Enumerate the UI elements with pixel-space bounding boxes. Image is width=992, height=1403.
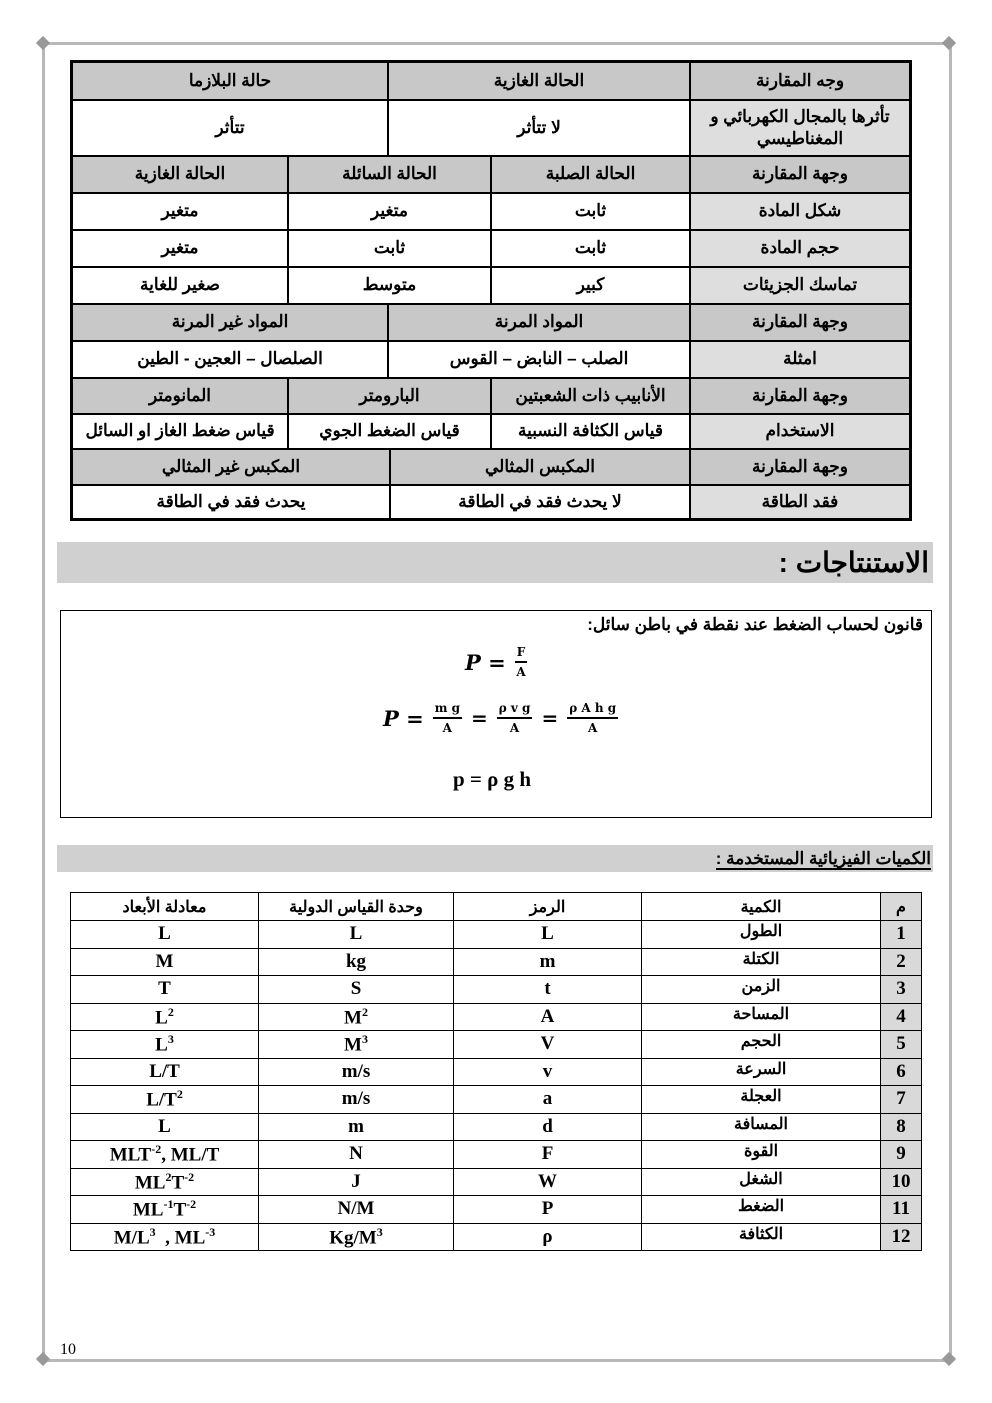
exponent: -2 (151, 1142, 162, 1157)
states-comparison-table (70, 60, 912, 521)
si-unit (259, 948, 454, 976)
si-unit (259, 1113, 454, 1141)
row-label: تماسك الجزيئات (689, 268, 909, 303)
row-label: حجم المادة (689, 231, 909, 266)
quantity-name: الكثافة (642, 1223, 881, 1251)
equation-pressure-expanded (383, 701, 621, 735)
si-unit (259, 1031, 454, 1059)
physical-quantities-table (70, 892, 922, 1251)
numerator: ρ v g (497, 701, 533, 719)
header-cell: حالة البلازما (188, 70, 272, 90)
row-number: 7 (881, 1086, 922, 1114)
table-row (71, 948, 922, 976)
unit-text: L/T (149, 1060, 180, 1082)
table-row (71, 1113, 922, 1141)
denominator: A (588, 721, 598, 735)
header-cell: المواد غير المرنة (171, 312, 289, 332)
row-number: 8 (881, 1113, 922, 1141)
numerator: F (515, 645, 528, 663)
unit-text: L (349, 923, 363, 945)
exponent: -2 (186, 1197, 197, 1212)
header-cell: وحدة القياس الدولية (259, 893, 454, 921)
conclusions-heading: الاستنتاجات : (57, 542, 933, 583)
table-row (71, 1196, 922, 1224)
fraction (497, 701, 533, 735)
unit-text: m (348, 1115, 364, 1137)
dimension-formula (71, 921, 259, 949)
table-row (71, 1086, 922, 1114)
exponent: 2 (165, 1169, 172, 1184)
header-cell: المكبس غير المثالي (161, 456, 301, 476)
unit-text: S (350, 978, 362, 1000)
numerator: m g (433, 701, 462, 719)
table-cell: قياس ضغط الغاز او السائل (85, 421, 275, 441)
unit-text: L/T (146, 1089, 177, 1111)
table-row (73, 192, 909, 229)
table-cell: لا تتأثر (387, 101, 689, 155)
dimension-formula (71, 1003, 259, 1031)
row-number: 11 (881, 1196, 922, 1224)
row-number: 5 (881, 1031, 922, 1059)
row-label: الاستخدام (689, 415, 909, 448)
table-row (73, 229, 909, 266)
table-header-row (73, 155, 909, 192)
dimension-formula (71, 976, 259, 1004)
quantity-symbol: d (454, 1113, 642, 1141)
si-unit (259, 1196, 454, 1224)
fraction (567, 701, 618, 735)
si-unit (259, 1223, 454, 1251)
quantity-symbol: W (454, 1168, 642, 1196)
header-cell: الحالة الغازية (134, 164, 226, 184)
numerator: ρ A h g (567, 701, 618, 719)
table-cell: قياس الضغط الجوي (287, 415, 490, 448)
header-cell: الحالة الغازية (387, 63, 689, 99)
quantity-name: الضغط (642, 1196, 881, 1224)
quantity-symbol: F (454, 1141, 642, 1169)
exponent: 2 (176, 1087, 183, 1102)
table-cell: ثابت (287, 231, 490, 266)
dimension-formula (71, 1058, 259, 1086)
row-label: امثلة (689, 342, 909, 377)
header-cell: معادلة الأبعاد (71, 893, 259, 921)
header-cell: م (881, 893, 922, 921)
table-cell: يحدث فقد في الطاقة (156, 491, 306, 511)
unit-text: m/s (341, 1088, 371, 1110)
header-cell: الكمية (642, 893, 881, 921)
formula-heading: قانون لحساب الضغط عند نقطة في باطن سائل: (587, 615, 923, 634)
table-row (73, 413, 909, 448)
row-number: 2 (881, 948, 922, 976)
table-row (71, 1031, 922, 1059)
unit-text: M (155, 950, 174, 972)
quantity-symbol: t (454, 976, 642, 1004)
dimension-formula (71, 1141, 259, 1169)
dimension-formula (71, 1223, 259, 1251)
header-cell: الحالة الصلبة (490, 157, 689, 192)
table-cell: لا يحدث فقد في الطاقة (389, 486, 689, 518)
si-unit (259, 1058, 454, 1086)
exponent: 3 (361, 1032, 368, 1047)
unit-text: , ML (155, 1226, 206, 1248)
unit-text: N/M (337, 1198, 375, 1220)
header-cell: المانومتر (148, 385, 212, 405)
fraction (515, 645, 528, 679)
table-cell: كبير (490, 268, 689, 303)
exponent: 2 (167, 1004, 174, 1019)
dimension-formula (71, 1086, 259, 1114)
quantity-name: السرعة (642, 1058, 881, 1086)
table-header-row (73, 303, 909, 340)
table-row (71, 1168, 922, 1196)
dimension-formula (71, 1196, 259, 1224)
quantity-name: القوة (642, 1141, 881, 1169)
quantity-name: العجلة (642, 1086, 881, 1114)
dimension-formula (71, 1031, 259, 1059)
quantity-symbol: L (454, 921, 642, 949)
si-unit (259, 1003, 454, 1031)
table-row (71, 921, 922, 949)
equals-sign: = (470, 706, 488, 730)
table-row (71, 1058, 922, 1086)
table-cell: الصلصال – العجين - الطين (137, 349, 323, 369)
row-number: 1 (881, 921, 922, 949)
table-row (71, 1223, 922, 1251)
unit-text: MLT (109, 1144, 152, 1166)
table-cell: متغير (161, 238, 199, 258)
table-cell: قياس الكثافة النسبية (490, 415, 689, 448)
si-unit (259, 921, 454, 949)
dimension-formula (71, 948, 259, 976)
table-header-row (71, 893, 922, 921)
table-cell: متوسط (287, 268, 490, 303)
exponent: -3 (205, 1224, 216, 1239)
row-number: 9 (881, 1141, 922, 1169)
table-row (73, 340, 909, 377)
table-cell: ثابت (490, 194, 689, 229)
denominator: A (516, 665, 526, 679)
unit-text: L (155, 1006, 168, 1028)
table-cell: ثابت (490, 231, 689, 266)
unit-text: M/L (113, 1226, 150, 1248)
row-number: 10 (881, 1168, 922, 1196)
table-cell: الصلب – النابض – القوس (387, 342, 689, 377)
quantity-symbol: a (454, 1086, 642, 1114)
quantity-symbol: ρ (454, 1223, 642, 1251)
denominator: A (509, 721, 520, 735)
unit-text: m/s (341, 1060, 371, 1082)
unit-text: J (351, 1170, 361, 1192)
unit-text: Kg/M (329, 1226, 377, 1248)
header-cell: وجهة المقارنة (689, 157, 909, 192)
equation-lhs: P = (383, 705, 424, 731)
row-label: فقد الطاقة (689, 486, 909, 518)
dimension-formula (71, 1113, 259, 1141)
unit-text: T (171, 1171, 185, 1193)
unit-text: T (173, 1199, 187, 1221)
table-row (73, 484, 909, 518)
header-cell: وجه المقارنة (689, 63, 909, 99)
dimension-formula (71, 1168, 259, 1196)
table-cell: صغير للغاية (140, 275, 220, 295)
unit-text: L (158, 923, 171, 945)
fraction (433, 701, 462, 735)
header-cell: الأنابيب ذات الشعبتين (490, 379, 689, 413)
equation-lhs: P = (465, 649, 506, 675)
row-number: 3 (881, 976, 922, 1004)
quantity-symbol: P (454, 1196, 642, 1224)
header-cell: البارومتر (287, 379, 490, 413)
unit-text: M (344, 1034, 362, 1056)
exponent: -2 (184, 1169, 195, 1184)
unit-text: L (158, 1115, 171, 1137)
unit-text: ML (132, 1199, 164, 1221)
si-unit (259, 976, 454, 1004)
table-header-row (73, 448, 909, 484)
header-cell: المواد المرنة (387, 305, 689, 340)
page-number: 10 (60, 1341, 76, 1358)
row-number: 4 (881, 1003, 922, 1031)
quantity-symbol: m (454, 948, 642, 976)
header-cell: وجهة المقارنة (689, 305, 909, 340)
row-label: تأثرها بالمجال الكهربائي و المغناطيسي (689, 101, 909, 155)
unit-text: ML (134, 1171, 166, 1193)
si-unit (259, 1141, 454, 1169)
header-cell: وجهة المقارنة (689, 379, 909, 413)
exponent: 3 (167, 1032, 174, 1047)
quantity-name: المسافة (642, 1113, 881, 1141)
si-unit (259, 1168, 454, 1196)
header-cell: وجهة المقارنة (689, 450, 909, 484)
si-unit (259, 1086, 454, 1114)
table-cell: تتأثر (215, 117, 245, 137)
quantity-symbol: v (454, 1058, 642, 1086)
header-cell: الحالة السائلة (287, 157, 490, 192)
unit-text: L (155, 1034, 168, 1056)
denominator: A (442, 721, 452, 735)
unit-text: M (344, 1006, 362, 1028)
unit-text: kg (345, 950, 367, 972)
table-cell: متغير (161, 201, 199, 221)
unit-text: T (158, 978, 171, 1000)
exponent: -1 (163, 1197, 174, 1212)
quantity-name: الحجم (642, 1031, 881, 1059)
quantity-name: الطول (642, 921, 881, 949)
quantity-name: الشغل (642, 1168, 881, 1196)
table-cell: متغير (287, 194, 490, 229)
table-row (71, 976, 922, 1004)
table-row (73, 266, 909, 303)
exponent: 3 (376, 1224, 383, 1239)
row-number: 12 (881, 1223, 922, 1251)
formula-box (60, 610, 932, 818)
quantity-name: الزمن (642, 976, 881, 1004)
equation-pressure-force-area (465, 645, 530, 679)
table-row (71, 1141, 922, 1169)
quantity-symbol: A (454, 1003, 642, 1031)
table-row (73, 99, 909, 155)
table-row (71, 1003, 922, 1031)
table-header-row (73, 63, 909, 99)
quantities-heading (57, 845, 933, 872)
quantity-symbol: V (454, 1031, 642, 1059)
table-header-row (73, 377, 909, 413)
quantity-name: المساحة (642, 1003, 881, 1031)
unit-text: N (349, 1143, 363, 1165)
equation-hydrostatic: p = ρ g h (453, 767, 532, 791)
header-cell: الرمز (454, 893, 642, 921)
unit-text: , ML/T (161, 1144, 220, 1166)
exponent: 3 (149, 1224, 156, 1239)
row-label: شكل المادة (689, 194, 909, 229)
header-cell: المكبس المثالي (389, 450, 689, 484)
equals-sign: = (541, 706, 559, 730)
row-number: 6 (881, 1058, 922, 1086)
quantity-name: الكتلة (642, 948, 881, 976)
quantities-heading-text: الكميات الفيزيائية المستخدمة : (715, 849, 931, 868)
exponent: 2 (361, 1004, 368, 1019)
